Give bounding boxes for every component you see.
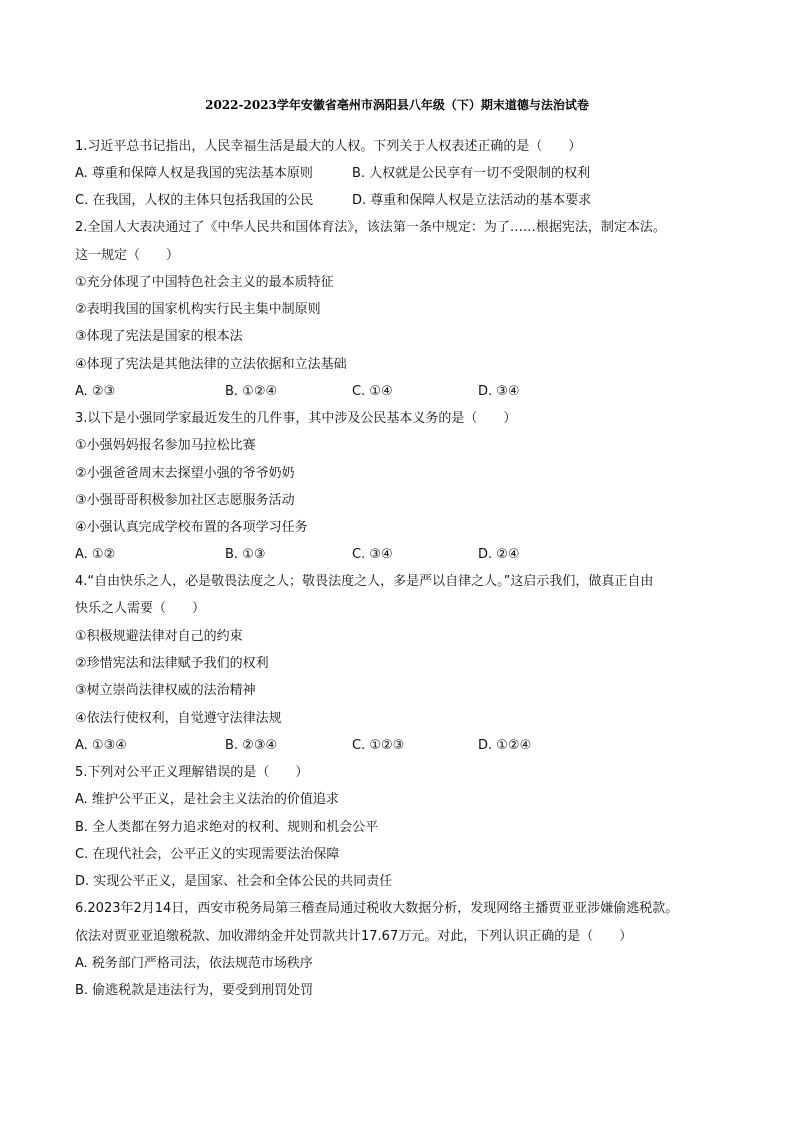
question-2-option-c: C. ①④ xyxy=(352,384,393,399)
question-3-option-b: B. ①③ xyxy=(225,547,266,562)
question-2-stem: 2.全国人大表决通过了《中华人民共和国体育法》，该法第一条中规定：为了……根据宪法，制定本法。 xyxy=(75,220,666,235)
question-3-option-c: C. ③④ xyxy=(352,547,393,562)
question-3-item-3: ③小强哥哥积极参加社区志愿服务活动 xyxy=(75,493,295,508)
question-4-item-1: ①积极规避法律对自己的约束 xyxy=(75,629,243,644)
question-6-stem-continued: 依法对贾亚亚追缴税款、加收滞纳金并处罚款共计17.67万元。对此，下列认识正确的是（ ） xyxy=(75,929,633,944)
question-2-option-a: A. ②③ xyxy=(75,384,116,399)
question-3-item-4: ④小强认真完成学校布置的各项学习任务 xyxy=(75,520,308,535)
question-2-option-d: D. ③④ xyxy=(478,384,520,399)
question-1-option-c: C. 在我国，人权的主体只包括我国的公民 xyxy=(75,193,314,208)
question-5-option-c: C. 在现代社会，公平正义的实现需要法治保障 xyxy=(75,847,340,862)
page-title: 2022-2023学年安徽省亳州市涡阳县八年级（下）期末道德与法治试卷 xyxy=(205,98,589,112)
question-4-item-2: ②珍惜宪法和法律赋予我们的权利 xyxy=(75,656,269,671)
question-2-stem-continued: 这一规定（ ） xyxy=(75,248,180,263)
question-5-option-d: D. 实现公平正义，是国家、社会和全体公民的共同责任 xyxy=(75,874,393,889)
question-6-stem: 6.2023年2月14日，西安市税务局第三稽查局通过税收大数据分析，发现网络主播贾亚亚涉嫌偷逃税款。 xyxy=(75,901,679,916)
question-1-option-a: A. 尊重和保障人权是我国的宪法基本原则 xyxy=(75,166,313,181)
question-2-item-4: ④体现了宪法是其他法律的立法依据和立法基础 xyxy=(75,357,347,372)
question-2-item-2: ②表明我国的国家机构实行民主集中制原则 xyxy=(75,302,321,317)
question-5-stem: 5.下列对公平正义理解错误的是（ ） xyxy=(75,765,309,780)
question-6-option-a: A. 税务部门严格司法，依法规范市场秩序 xyxy=(75,956,313,971)
question-4-option-a: A. ①③④ xyxy=(75,738,127,753)
question-5-option-b: B. 全人类都在努力追求绝对的权利、规则和机会公平 xyxy=(75,820,379,835)
question-3-item-1: ①小强妈妈报名参加马拉松比赛 xyxy=(75,438,256,453)
question-5-option-a: A. 维护公平正义，是社会主义法治的价值追求 xyxy=(75,792,339,807)
question-2-option-b: B. ①②④ xyxy=(225,384,278,399)
question-2-item-3: ③体现了宪法是国家的根本法 xyxy=(75,329,243,344)
question-3-item-2: ②小强爸爸周末去探望小强的爷爷奶奶 xyxy=(75,466,295,481)
question-4-stem-continued: 快乐之人需要（ ） xyxy=(75,601,206,616)
question-4-option-c: C. ①②③ xyxy=(352,738,405,753)
question-3-stem: 3.以下是小强同学家最近发生的几件事，其中涉及公民基本义务的是（ ） xyxy=(75,411,517,426)
question-1-stem: 1.习近平总书记指出，人民幸福生活是最大的人权。下列关于人权表述正确的是（ ） xyxy=(75,139,582,154)
question-2-item-1: ①充分体现了中国特色社会主义的最本质特征 xyxy=(75,275,334,290)
question-1-option-b: B. 人权就是公民享有一切不受限制的权利 xyxy=(352,166,591,181)
question-4-item-3: ③树立崇尚法律权威的法治精神 xyxy=(75,683,256,698)
question-4-stem: 4.“自由快乐之人，必是敬畏法度之人；敬畏法度之人，多是严以自律之人。”这启示我们，做真正自由 xyxy=(75,574,654,589)
question-3-option-a: A. ①② xyxy=(75,547,116,562)
question-4-item-4: ④依法行使权利，自觉遵守法律法规 xyxy=(75,711,282,726)
question-4-option-b: B. ②③④ xyxy=(225,738,278,753)
question-6-option-b: B. 偷逃税款是违法行为，要受到刑罚处罚 xyxy=(75,983,314,998)
question-3-option-d: D. ②④ xyxy=(478,547,520,562)
question-4-option-d: D. ①②④ xyxy=(478,738,532,753)
question-1-option-d: D. 尊重和保障人权是立法活动的基本要求 xyxy=(352,193,592,208)
